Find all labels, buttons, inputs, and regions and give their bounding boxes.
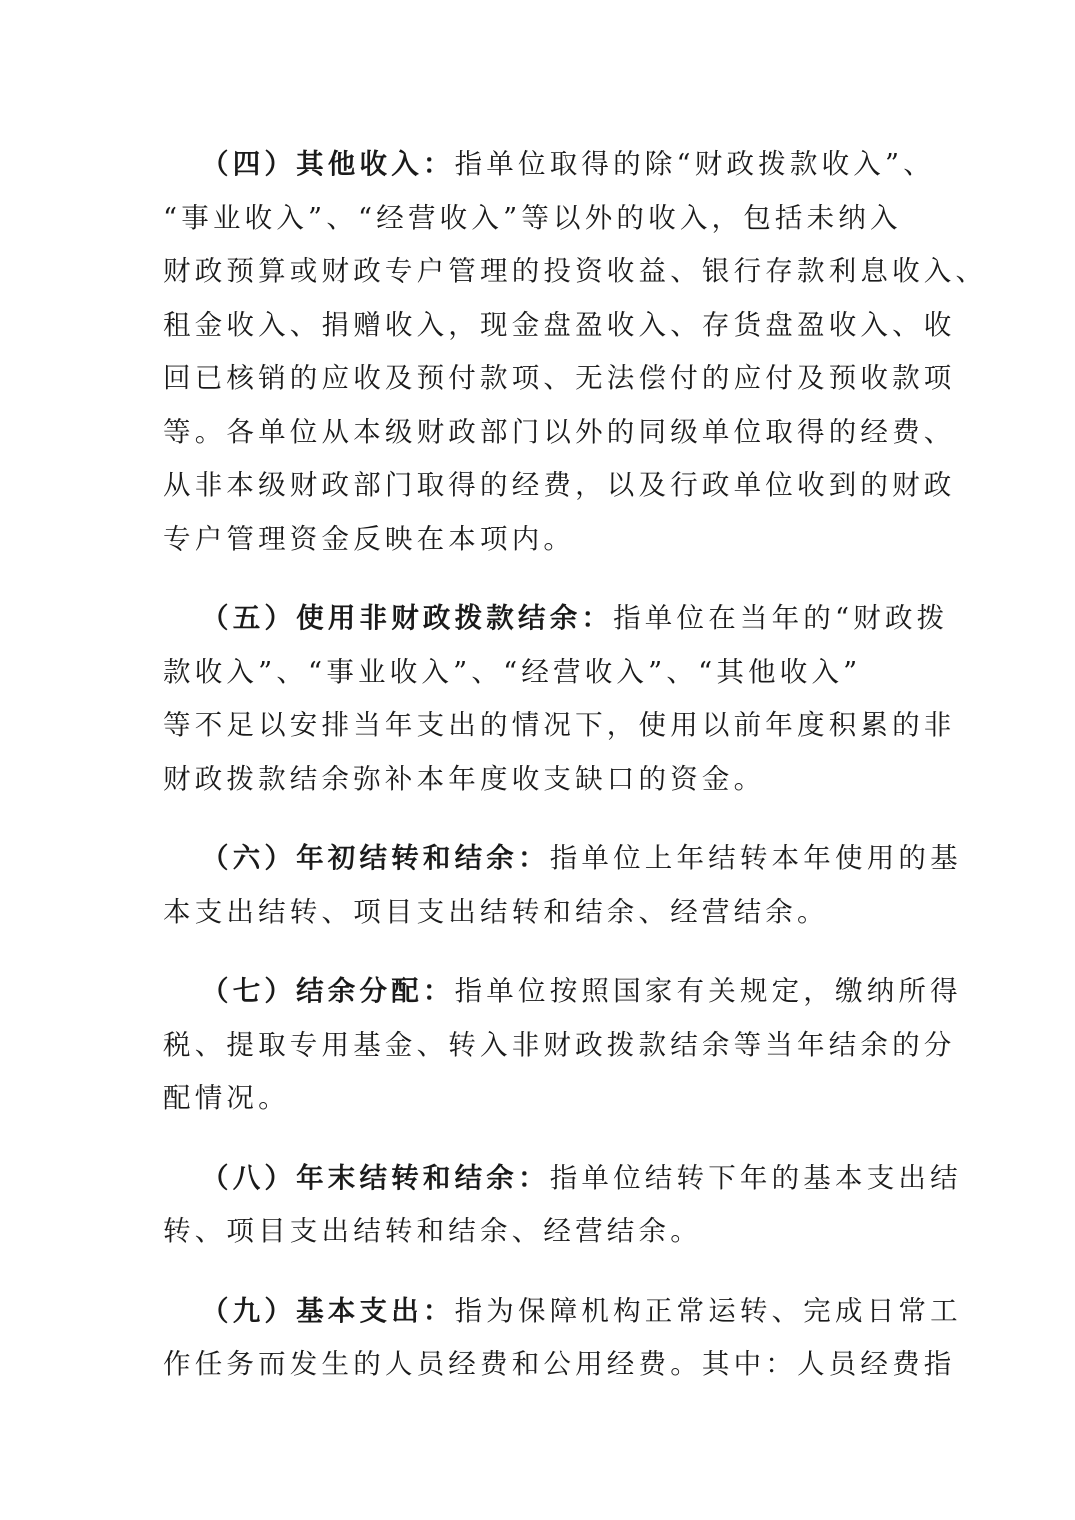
paragraph-text: 指为保障机构正常运转、完成日常工 [454,1294,962,1327]
paragraph-balance-distribution [163,965,962,1126]
paragraph-closing-carryover [163,1152,962,1259]
paragraph-line [163,138,933,192]
paragraph-line: 本支出结转、项目支出结转和结余、经营结余。 [163,895,829,928]
paragraph-opening-carryover [163,832,962,939]
paragraph-line [163,965,962,1019]
paragraph-term: （四）其他收入： [201,148,455,180]
paragraph-text: 指单位取得的除“财政拨款收入”、 [454,148,935,180]
paragraph-line [163,832,962,886]
paragraph-line: 等不足以安排当年支出的情况下，使用以前年度积累的非 [163,709,956,741]
paragraph-line: 税、提取专用基金、转入非财政拨款结余等当年结余的分 [163,1028,956,1061]
paragraph-term: （五）使用非财政拨款结余： [201,602,614,634]
paragraph-basic-expenditure [163,1285,962,1392]
paragraph-other-income [163,138,988,566]
paragraph-line: 专户管理资金反映在本项内。 [163,522,576,555]
document-page [163,138,988,1418]
paragraph-line [163,1152,962,1206]
paragraph-line: “事业收入”、“经营收入”等以外的收入，包括未纳入 [163,201,902,234]
paragraph-line: 财政拨款结余弥补本年度收支缺口的资金。 [163,762,766,795]
paragraph-term: （七）结余分配： [201,975,455,1007]
paragraph-text: 指单位在当年的“财政拨 [613,602,949,634]
paragraph-line [163,592,949,646]
paragraph-line: 转、项目支出结转和结余、经营结余。 [163,1215,702,1247]
paragraph-line [163,1285,962,1339]
paragraph-line: 租金收入、捐赠收入，现金盘盈收入、存货盘盈收入、收 [163,308,956,341]
paragraph-line: 作任务而发生的人员经费和公用经费。其中：人员经费指 [163,1348,956,1380]
paragraph-line: 财政预算或财政专户管理的投资收益、银行存款利息收入、 [163,255,988,287]
paragraph-line: 回已核销的应收及预付款项、无法偿付的应付及预收款项 [163,362,956,394]
paragraph-term: （九）基本支出： [201,1294,455,1327]
paragraph-text: 指单位结转下年的基本支出结 [549,1161,962,1194]
paragraph-line: 款收入”、“事业收入”、“经营收入”、“其他收入” [163,655,862,688]
paragraph-line: 从非本级财政部门取得的经费，以及行政单位收到的财政 [163,469,956,501]
paragraph-text: 指单位按照国家有关规定，缴纳所得 [454,975,962,1007]
paragraph-text: 指单位上年结转本年使用的基 [549,842,962,874]
paragraph-line: 等。各单位从本级财政部门以外的同级单位取得的经费、 [163,415,956,448]
paragraph-term: （八）年末结转和结余： [201,1161,550,1194]
paragraph-non-fiscal-balance-use [163,592,956,806]
paragraph-line: 配情况。 [163,1082,290,1114]
paragraph-term: （六）年初结转和结余： [201,842,550,874]
